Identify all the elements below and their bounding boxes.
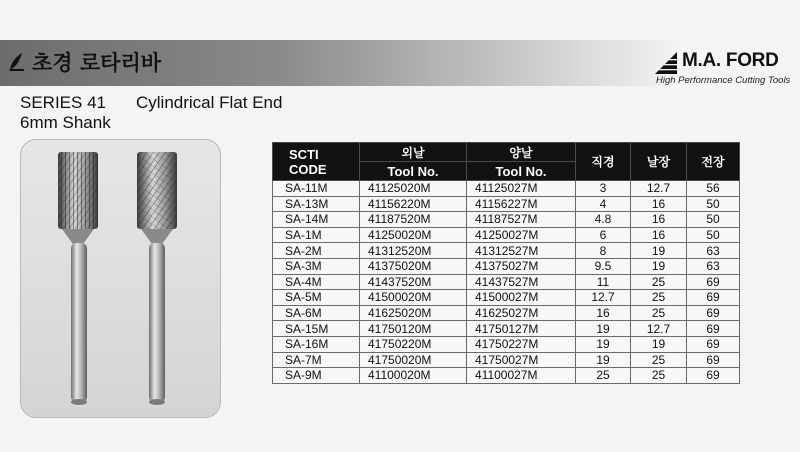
brand-logo <box>655 50 795 94</box>
brand-name: M.A. FORD <box>682 50 779 71</box>
cell-double-tool-no: 41500027M <box>467 290 576 306</box>
cell-double-tool-no: 41437527M <box>467 274 576 290</box>
catalog-title-text: 초경 로타리바 <box>32 51 162 75</box>
cell-flute-length: 16 <box>631 212 687 228</box>
cell-diameter: 19 <box>576 321 631 337</box>
cell-double-tool-no: 41750227M <box>467 336 576 352</box>
column-header-diameter: 직경 <box>576 143 631 181</box>
table-row <box>273 196 740 212</box>
cell-single-tool-no: 41750020M <box>360 352 467 368</box>
cell-overall-length: 69 <box>687 321 740 337</box>
table-row <box>273 290 740 306</box>
cell-overall-length: 50 <box>687 196 740 212</box>
table-row <box>273 352 740 368</box>
cell-double-tool-no: 41750127M <box>467 321 576 337</box>
column-header-overall-length: 전장 <box>687 143 740 181</box>
cell-overall-length: 69 <box>687 368 740 384</box>
cell-diameter: 11 <box>576 274 631 290</box>
cell-single-tool-no: 41100020M <box>360 368 467 384</box>
cell-scti-code: SA-2M <box>273 243 360 259</box>
cell-scti-code: SA-6M <box>273 305 360 321</box>
stepped-triangle-logo-icon <box>655 52 679 74</box>
cell-flute-length: 16 <box>631 196 687 212</box>
table-row <box>273 274 740 290</box>
cell-flute-length: 12.7 <box>631 181 687 197</box>
brand-tagline: High Performance Cutting Tools <box>656 75 791 86</box>
cell-double-tool-no: 41625027M <box>467 305 576 321</box>
column-header-double-flute: 양날 <box>467 143 576 162</box>
cell-flute-length: 25 <box>631 352 687 368</box>
column-header-scti-code <box>273 143 360 181</box>
cell-overall-length: 50 <box>687 212 740 228</box>
cell-scti-code: SA-13M <box>273 196 360 212</box>
table-row <box>273 258 740 274</box>
table-row <box>273 181 740 197</box>
cell-overall-length: 63 <box>687 243 740 259</box>
cell-diameter: 9.5 <box>576 258 631 274</box>
cell-flute-length: 12.7 <box>631 321 687 337</box>
table-row <box>273 212 740 228</box>
cell-diameter: 19 <box>576 336 631 352</box>
cell-scti-code: SA-7M <box>273 352 360 368</box>
cell-scti-code: SA-3M <box>273 258 360 274</box>
cell-overall-length: 50 <box>687 227 740 243</box>
cell-double-tool-no: 41187527M <box>467 212 576 228</box>
cell-scti-code: SA-11M <box>273 181 360 197</box>
cell-single-tool-no: 41750220M <box>360 336 467 352</box>
cell-single-tool-no: 41500020M <box>360 290 467 306</box>
cell-single-tool-no: 41250020M <box>360 227 467 243</box>
cell-overall-length: 69 <box>687 305 740 321</box>
cell-diameter: 8 <box>576 243 631 259</box>
cell-double-tool-no: 41250027M <box>467 227 576 243</box>
table-row <box>273 243 740 259</box>
column-subheader-double-tool-no: Tool No. <box>467 162 576 181</box>
cell-scti-code: SA-15M <box>273 321 360 337</box>
column-header-single-flute: 외날 <box>360 143 467 162</box>
cell-diameter: 3 <box>576 181 631 197</box>
table-row <box>273 321 740 337</box>
cell-single-tool-no: 41625020M <box>360 305 467 321</box>
cell-single-tool-no: 41156220M <box>360 196 467 212</box>
cell-overall-length: 69 <box>687 274 740 290</box>
cell-scti-code: SA-9M <box>273 368 360 384</box>
column-header-flute-length: 날장 <box>631 143 687 181</box>
table-row <box>273 368 740 384</box>
stylized-pen-icon <box>8 52 26 72</box>
cell-flute-length: 25 <box>631 368 687 384</box>
cell-overall-length: 63 <box>687 258 740 274</box>
table-row <box>273 336 740 352</box>
product-photo <box>20 139 221 418</box>
cell-scti-code: SA-1M <box>273 227 360 243</box>
cell-scti-code: SA-14M <box>273 212 360 228</box>
cell-diameter: 6 <box>576 227 631 243</box>
cell-diameter: 19 <box>576 352 631 368</box>
cell-flute-length: 25 <box>631 290 687 306</box>
cell-double-tool-no: 41125027M <box>467 181 576 197</box>
cell-double-tool-no: 41100027M <box>467 368 576 384</box>
cell-flute-length: 25 <box>631 274 687 290</box>
cell-flute-length: 19 <box>631 243 687 259</box>
code-header-line1: SCTI <box>289 146 319 162</box>
cell-flute-length: 19 <box>631 258 687 274</box>
cell-scti-code: SA-16M <box>273 336 360 352</box>
code-header-line2: CODE <box>289 161 327 177</box>
cell-scti-code: SA-5M <box>273 290 360 306</box>
series-heading <box>20 93 282 113</box>
cell-overall-length: 69 <box>687 290 740 306</box>
cell-diameter: 4.8 <box>576 212 631 228</box>
cell-double-tool-no: 41375027M <box>467 258 576 274</box>
cell-overall-length: 56 <box>687 181 740 197</box>
cell-flute-length: 16 <box>631 227 687 243</box>
spec-table-body <box>273 181 740 384</box>
cell-double-tool-no: 41156227M <box>467 196 576 212</box>
cell-flute-length: 25 <box>631 305 687 321</box>
table-row <box>273 227 740 243</box>
cell-diameter: 16 <box>576 305 631 321</box>
series-label: SERIES 41 <box>20 93 106 112</box>
catalog-header-title <box>8 46 161 78</box>
carbide-burr-pair-icon <box>21 140 220 417</box>
cell-double-tool-no: 41750027M <box>467 352 576 368</box>
cell-diameter: 25 <box>576 368 631 384</box>
cell-flute-length: 19 <box>631 336 687 352</box>
cell-single-tool-no: 41375020M <box>360 258 467 274</box>
shape-label: Cylindrical Flat End <box>136 93 283 112</box>
cell-single-tool-no: 41187520M <box>360 212 467 228</box>
cell-single-tool-no: 41125020M <box>360 181 467 197</box>
shank-label: 6mm Shank <box>20 113 111 132</box>
cell-single-tool-no: 41750120M <box>360 321 467 337</box>
cell-single-tool-no: 41312520M <box>360 243 467 259</box>
cell-diameter: 4 <box>576 196 631 212</box>
cell-double-tool-no: 41312527M <box>467 243 576 259</box>
cell-overall-length: 69 <box>687 336 740 352</box>
spec-table <box>272 142 740 384</box>
cell-single-tool-no: 41437520M <box>360 274 467 290</box>
cell-diameter: 12.7 <box>576 290 631 306</box>
table-row <box>273 305 740 321</box>
cell-scti-code: SA-4M <box>273 274 360 290</box>
column-subheader-single-tool-no: Tool No. <box>360 162 467 181</box>
cell-overall-length: 69 <box>687 352 740 368</box>
